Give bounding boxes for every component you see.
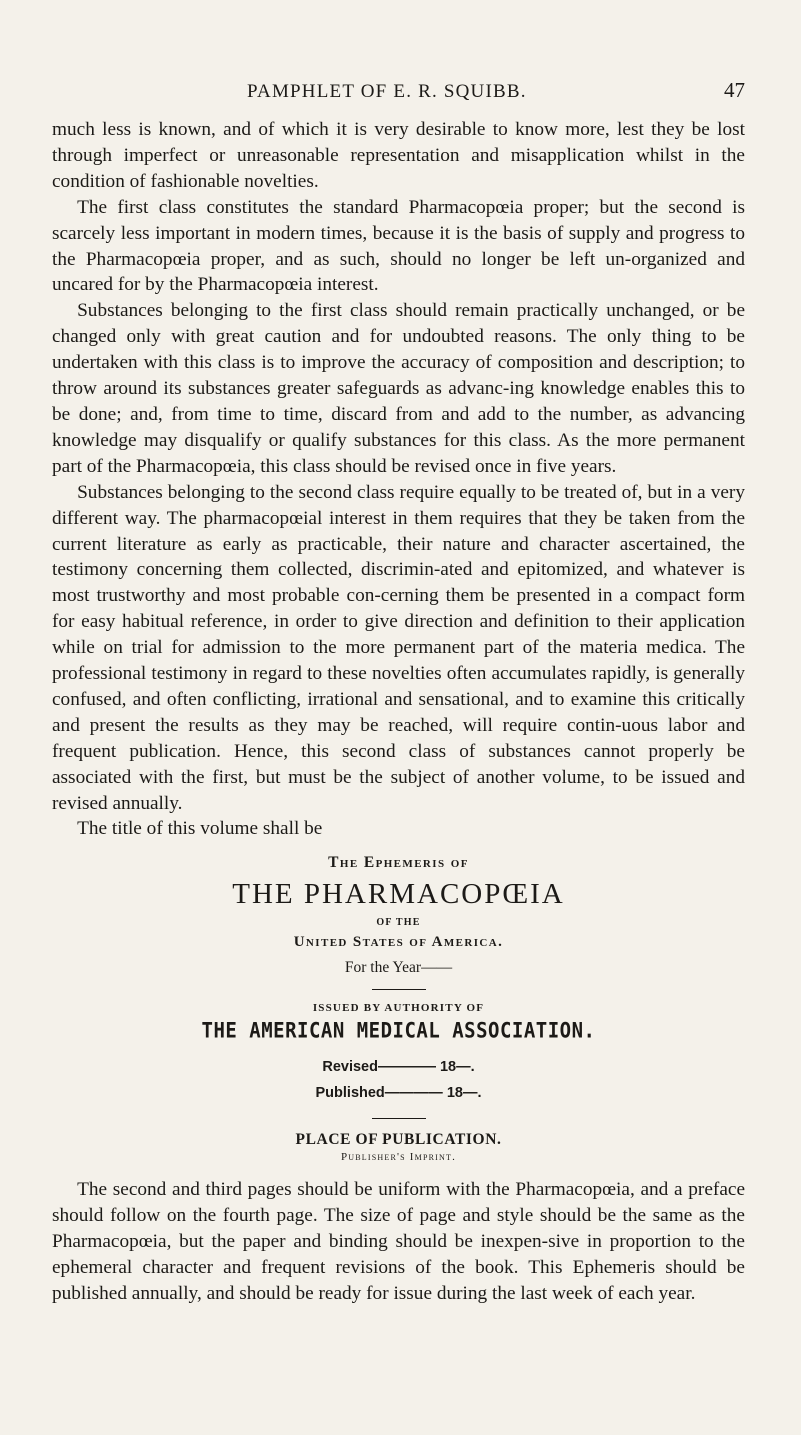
divider-rule xyxy=(372,1118,426,1119)
paragraph: The first class constitutes the standard Pharmacopœia proper; but the second is scarcely less important in modern times, because it is the basis of supply and progress to the Pharmacopœia proper, and as such, should no longer be left un-organized and uncared for by the Pharmacopœia interest. xyxy=(52,196,745,296)
title-imprint: Publisher's Imprint. xyxy=(340,1151,457,1164)
running-head xyxy=(52,78,745,103)
title-of-the: OF THE xyxy=(376,917,421,929)
title-dates xyxy=(52,1054,745,1106)
title-ephemeris: The Ephemeris of xyxy=(328,854,469,872)
title-united-states: United States of America. xyxy=(293,934,504,951)
title-pharmacopoeia: THE PHARMACOPŒIA xyxy=(232,878,565,911)
closing-text xyxy=(52,1177,745,1307)
paragraph: much less is known, and of which it is very desirable to know more, lest they be lost through imperfect or unreasonable representation and misapplication whilst in the condition of fashionable novelties. xyxy=(52,119,745,192)
page-number: 47 xyxy=(724,78,745,102)
title-published: Published———— 18—. xyxy=(315,1085,482,1102)
paragraph: The second and third pages should be uniform with the Pharmacopœia, and a preface should follow on the fourth page. The size of page and style should be the same as the Pharmacopœia, but the paper and binding should be inexpen-sive in proportion to the ephemeral character and frequent revisions of the book. This Ephemeris should be published annually, and should be ready for issue during the last week of each year. xyxy=(52,1179,745,1304)
title-revised: Revised———— 18—. xyxy=(322,1059,475,1076)
running-title: PAMPHLET OF E. R. SQUIBB. xyxy=(247,81,527,102)
body-text xyxy=(52,117,745,842)
proposed-title-block xyxy=(52,854,745,1163)
paragraph: Substances belonging to the second class require equally to be treated of, but in a very different way. The pharmacopœial interest in them requires that they be taken from the current literature as early as practicable, their nature and character ascertained, the testimony concerning them collected, discrimin-ated and epitomized, and whatever is most trustworthy and most probable con-cerning them be presented in a compact form for easy habitual reference, in order to give direction and definition to their application while on trial for admission to the more permanent part of the materia medica. The professional testimony in regard to these novelties often accumulates rapidly, is generally confused, and often conflicting, irrational and sensational, and to examine this critically and present the results as they may be reached, will require contin-uous labor and frequent publication. Hence, this second class of substances cannot properly be associated with the first, but must be the subject of another volume, to be issued and revised annually. xyxy=(52,481,745,814)
paragraph: Substances belonging to the first class should remain practically unchanged, or be changed only with great caution and for undoubted reasons. The only thing to be undertaken with this class is to improve the accuracy of composition and description; to throw around its substances greater safeguards as advanc-ing knowledge enables this to be done; and, from time to time, discard from and add to the number, as advancing knowledge may disqualify or qualify substances for this class. As the more permanent part of the Pharmacopœia, this class should be revised once in five years. xyxy=(52,300,745,477)
paragraph: The title of this volume shall be xyxy=(77,818,323,840)
title-for-year: For the Year—— xyxy=(344,959,453,977)
title-place: PLACE OF PUBLICATION. xyxy=(295,1131,502,1149)
title-issued-by: ISSUED BY AUTHORITY OF xyxy=(312,1002,485,1015)
divider-rule xyxy=(372,989,426,990)
title-association: THE AMERICAN MEDICAL ASSOCIATION. xyxy=(201,1019,596,1044)
